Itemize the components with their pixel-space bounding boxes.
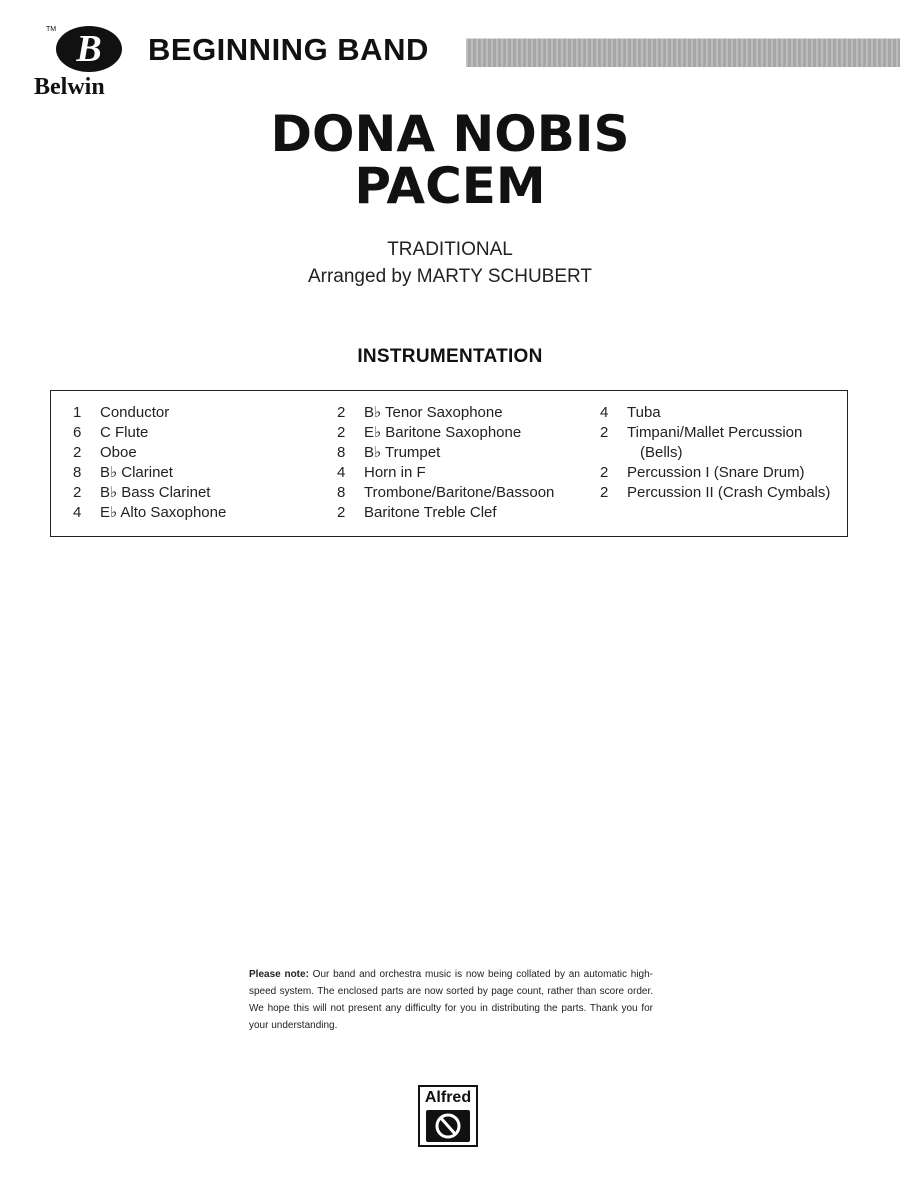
instrument-quantity: 4: [337, 464, 346, 481]
piece-title-line-1: DONA NOBIS: [270, 105, 630, 163]
instrument-name: Percussion I (Snare Drum): [627, 464, 805, 481]
instrument-quantity: 2: [337, 404, 346, 421]
piece-title-line-2: PACEM: [354, 157, 546, 215]
instrument-name: Baritone Treble Clef: [364, 504, 497, 521]
instrument-quantity: 2: [600, 424, 609, 441]
instrument-quantity: 2: [600, 484, 609, 501]
instrumentation-heading: INSTRUMENTATION: [357, 346, 543, 367]
series-banner-bar: [466, 38, 900, 67]
instrument-name: Oboe: [100, 444, 137, 461]
instrument-name: B♭ Tenor Saxophone: [364, 404, 503, 421]
instrument-row: [73, 403, 226, 423]
instrument-name: C Flute: [100, 424, 149, 441]
instrument-quantity: [600, 443, 627, 463]
instrument-name: (Bells): [640, 444, 683, 461]
instrument-quantity: 2: [600, 464, 609, 481]
piece-title: [0, 105, 900, 215]
instrumentation-column-1: [73, 403, 226, 523]
instrument-name: E♭ Baritone Saxophone: [364, 424, 522, 441]
alfred-logo-text: Alfred: [424, 1089, 472, 1106]
instrument-quantity: 2: [73, 444, 82, 461]
instrument-row: [337, 403, 554, 423]
note-label: Please note:: [249, 969, 309, 980]
instrument-name: Horn in F: [364, 464, 426, 481]
composer-credit: TRADITIONAL: [387, 239, 513, 260]
instrument-quantity: 2: [337, 504, 346, 521]
instrument-quantity: 8: [337, 484, 346, 501]
instrument-name: Percussion II (Crash Cymbals): [627, 484, 831, 501]
instrument-row: [600, 443, 830, 463]
instrument-row: [337, 503, 554, 523]
instrument-row: [73, 423, 226, 443]
instrument-name: Conductor: [100, 404, 170, 421]
instrument-quantity: 4: [73, 504, 82, 521]
instrument-row: [73, 503, 226, 523]
instrument-name: E♭ Alto Saxophone: [100, 504, 227, 521]
instrument-name: B♭ Bass Clarinet: [100, 484, 211, 501]
instrument-quantity: 2: [337, 424, 346, 441]
logo-trademark: TM: [46, 26, 57, 33]
note-text: Our band and orchestra music is now being collated by an automatic high-speed system. The enclosed parts are now sorted by page count, rather than score order. We hope this will not present any difficulty for you in distributing the parts. Thank you for your understanding.: [249, 969, 653, 1031]
alfred-mark-icon: [426, 1110, 470, 1142]
instrument-row: [73, 443, 226, 463]
instrument-row: [600, 423, 830, 443]
instrument-row: [73, 463, 226, 483]
instrument-name: Timpani/Mallet Percussion: [627, 424, 803, 441]
publisher-name: Belwin: [34, 74, 105, 100]
instrument-quantity: 8: [337, 444, 346, 461]
instrument-row: [337, 443, 554, 463]
alfred-logo: [418, 1085, 478, 1147]
instrument-name: Tuba: [627, 404, 661, 421]
instrument-quantity: 8: [73, 464, 82, 481]
instrument-name: B♭ Clarinet: [100, 464, 173, 481]
instrumentation-column-3: [600, 403, 830, 503]
instrument-row: [600, 403, 830, 423]
instrument-row: [337, 483, 554, 503]
instrument-row: [600, 483, 830, 503]
instrument-quantity: 1: [73, 404, 82, 421]
instrument-name: Trombone/Baritone/Bassoon: [364, 484, 555, 501]
instrumentation-column-2: [337, 403, 554, 523]
header: [0, 0, 900, 110]
instrumentation-box: [50, 390, 848, 537]
collation-note: [249, 966, 653, 1034]
instrument-quantity: 2: [73, 484, 82, 501]
series-title: BEGINNING BAND: [148, 32, 429, 67]
instrument-row: [73, 483, 226, 503]
instrument-row: [337, 423, 554, 443]
instrument-row: [600, 463, 830, 483]
instrument-name: B♭ Trumpet: [364, 444, 441, 461]
instrument-quantity: 6: [73, 424, 82, 441]
instrument-row: [337, 463, 554, 483]
belwin-logo-icon: B: [56, 26, 122, 72]
instrument-quantity: 4: [600, 404, 609, 421]
arranger-credit: Arranged by MARTY SCHUBERT: [307, 266, 593, 287]
